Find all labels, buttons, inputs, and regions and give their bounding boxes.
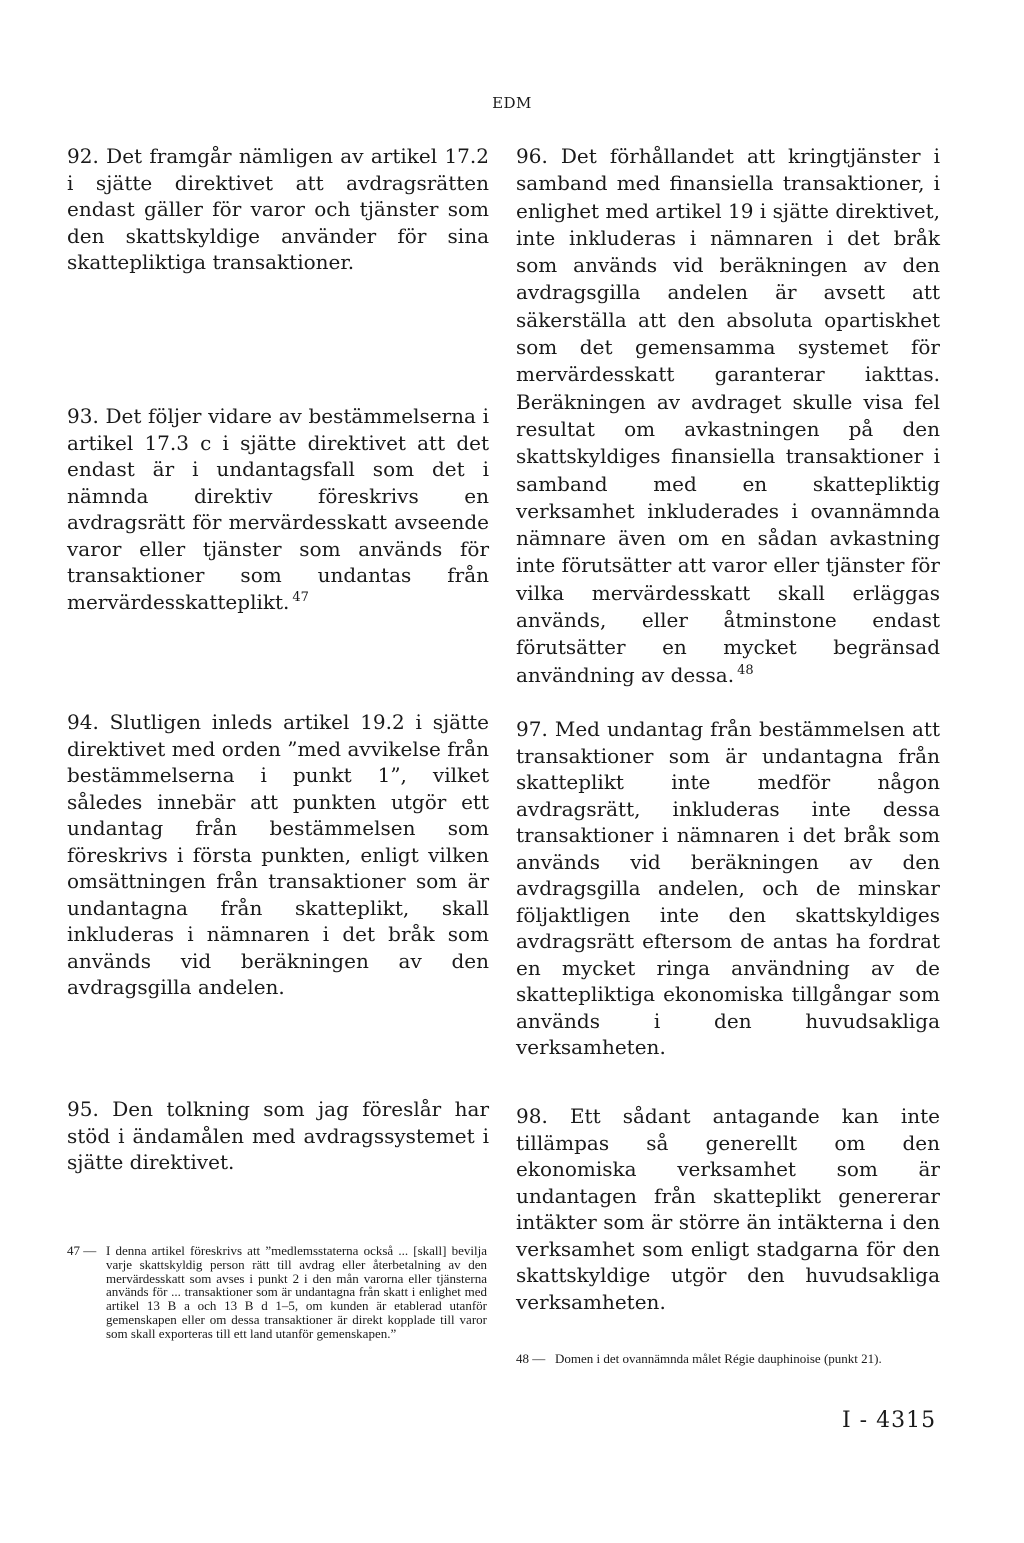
paragraph-number: 94. [67,710,99,734]
paragraph-number: 96. [516,144,548,168]
paragraph-94 [67,709,489,1001]
paragraph-number: 93. [67,404,99,428]
paragraph-number: 92. [67,144,99,168]
footnote-48 [516,1352,940,1366]
paragraph-text: Den tolkning som jag föreslår har stöd i ändamålen med avdragssystemet i sjätte direktivet. [67,1097,489,1174]
running-header: EDM [492,94,532,112]
paragraph-97 [516,716,940,1061]
footnote-reference[interactable]: 48 [737,662,754,678]
footnote-number: 47 — [67,1243,97,1258]
paragraph-96 [516,143,940,689]
paragraph-number: 95. [67,1097,99,1121]
paragraph-text: Det framgår nämligen av artikel 17.2 i sjätte direktivet att avdragsrätten endast gäller för varor och tjänster som den skattskyldige använder för sina skattepliktiga transaktioner. [67,144,489,274]
paragraph-text: Det följer vidare av bestämmelserna i artikel 17.3 c i sjätte direktivet att det endast är i undantagsfall som det i nämnda direktiv föreskrivs en avdragsrätt för mervärdesskatt avseende varor eller tjänster som används för transaktioner som undantas från mervärdesskatteplikt. [67,404,490,614]
paragraph-text: Slutligen inleds artikel 19.2 i sjätte direktivet med orden ”med avvikelse från bestämmelserna i punkt 1”, vilket således innebär att punkten utgör ett undantag från bestämmelsen som föreskrivs i första punkten, enligt vilken omsättningen från transaktioner som är undantagna från skatteplikt, skall inkluderas i nämnaren i det bråk som används vid beräkningen av den avdragsgilla andelen. [67,710,490,999]
paragraph-text: Ett sådant antagande kan inte tillämpas så generellt om den ekonomiska verksamhet som är undantagen från skatteplikt genererar intäkter som är större än intäkterna i den verksamhet som enligt stadgarna för den skattskyldige utgör den huvudsakliga verksamheten. [516,1104,940,1314]
paragraph-number: 97. [516,717,548,741]
paragraph-98 [516,1103,940,1315]
footnote-reference[interactable]: 47 [292,589,309,605]
footnote-text: Domen i det ovannämnda målet Régie dauphinoise (punkt 21). [555,1351,882,1366]
paragraph-95 [67,1096,489,1176]
paragraph-93 [67,403,489,615]
paragraph-text: Med undantag från bestämmelsen att transaktioner som är undantagna från skatteplikt inte medför någon avdragsrätt, inkluderas inte dessa transaktioner i nämnaren i det bråk som används vid beräkningen av den avdragsgilla andelen, och de minskar följaktligen inte den skattskyldiges avdragsrätt eftersom de antas ha fordrat en mycket ringa användning av de skattepliktiga ekonomiska tillgångar som används i den huvudsakliga verksamheten. [516,717,941,1059]
footnote-text: I denna artikel föreskrivs att ”medlemsstaterna också ... [skall] bevilja varje skattskyldig person rätt till avdrag eller återbetalning av den mervärdesskatt som avses i punkt 2 i den mån varorna eller tjänsterna används för ... transaktioner som är undantagna från skatt i enlighet med artikel 13 B a och 13 B d 1–5, om kunden är etablerad utanför gemenskapen eller om dessa transaktioner är direkt kopplade till varor som skall exporteras till ett land utanför gemenskapen.” [106,1243,487,1341]
paragraph-92 [67,143,489,276]
page-number: I - 4315 [842,1408,937,1433]
footnote-number: 48 — [516,1351,546,1366]
footnote-47 [67,1244,487,1341]
paragraph-number: 98. [516,1104,548,1128]
paragraph-text: Det förhållandet att kringtjänster i samband med finansiella transaktioner, i enlighet med artikel 19 i sjätte direktivet, inte inkluderas i nämnaren i det bråk som används vid beräkningen av den avdragsgilla andelen är avsett att säkerställa att den absoluta opartiskhet som det gemensamma systemet för mervärdesskatt garanterar iakttas. Beräkningen av avdraget skulle visa fel resultat om avkastningen på den skattskyldiges finansiella transaktioner i samband med en skattepliktig verksamhet inkluderades i ovannämnda nämnare även om en sådan avkastning inte förutsätter att varor eller tjänster för vilka mervärdesskatt skall erläggas används, eller åtminstone endast förutsätter en mycket begränsad användning av dessa. [516,144,940,687]
